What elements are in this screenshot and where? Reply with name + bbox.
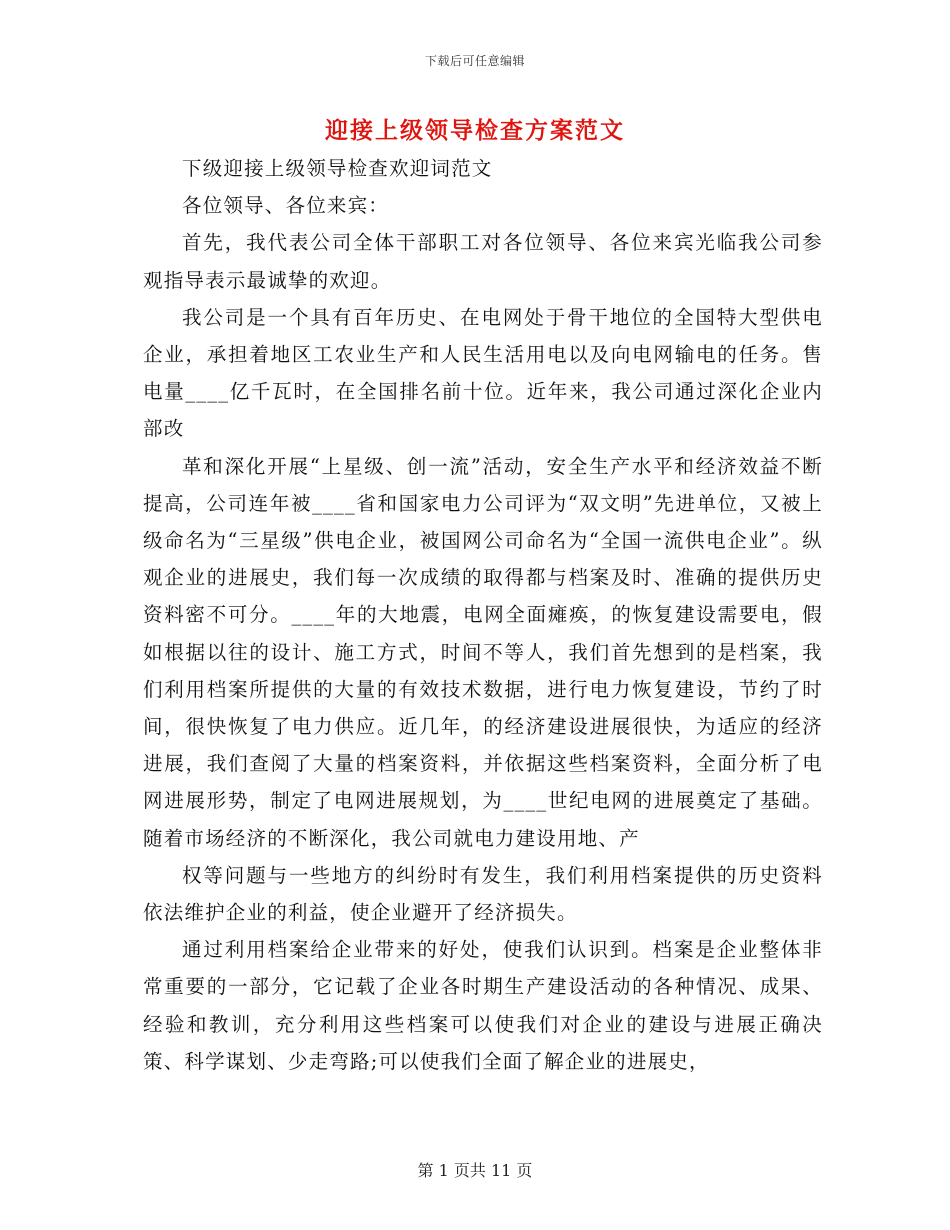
paragraph-company-intro: 我公司是一个具有百年历史、在电网处于骨干地位的全国特大型供电企业，承担着地区工农业生产和人民生活用电以及向电网输电的任务。售电量____亿千瓦时，在全国排名前十位。近年来，我公司通过深化企业内部改 <box>143 305 823 441</box>
paragraph-achievements: 革和深化开展“上星级、创一流”活动，安全生产水平和经济效益不断提高，公司连年被____省和国家电力公司评为“双文明”先进单位，又被上级命名为“三星级”供电企业，被国网公司命名为“全国一流供电企业”。纵观企业的进展史，我们每一次成绩的取得都与档案及时、准确的提供历史资料密不可分。____年的大地震，电网全面瘫痪，的恢复建设需要电，假如根据以往的设计、施工方式，时间不等人，我们首先想到的是档案，我们利用档案所提供的大量的有效技术数据，进行电力恢复建设，节约了时间，很快恢复了电力供应。近几年，的经济建设进展很快，为适应的经济进展，我们查阅了大量的档案资料，并依据这些档案资料，全面分析了电网进展形势，制定了电网进展规划，为____世纪电网的进展奠定了基础。随着市场经济的不断深化，我公司就电力建设用地、产 <box>143 454 823 850</box>
document-title: 迎接上级领导检查方案范文 <box>325 117 625 144</box>
page-header: 下载后可任意编辑 <box>424 54 525 68</box>
paragraph-archive-value: 通过利用档案给企业带来的好处，使我们认识到。档案是企业整体非常重要的一部分，它记载了企业各时期生产建设活动的各种情况、成果、经验和教训，充分利用这些档案可以使我们对企业的建设与进展正确决策、科学谋划、少走弯路;可以使我们全面了解企业的进展史， <box>143 938 823 1073</box>
paragraph-welcome: 首先，我代表公司全体干部职工对各位领导、各位来宾光临我公司参观指导表示最诚挚的欢迎。 <box>143 231 823 292</box>
paragraph-property-rights: 权等问题与一些地方的纠纷时有发生，我们利用档案提供的历史资料依法维护企业的利益，使企业避开了经济损失。 <box>143 863 823 925</box>
paragraph-subtitle: 下级迎接上级领导检查欢迎词范文 <box>182 157 493 180</box>
paragraph-salutation: 各位领导、各位来宾： <box>182 194 390 218</box>
document-body <box>143 150 823 1080</box>
page-footer: 第 1 页共 11 页 <box>417 1161 533 1180</box>
